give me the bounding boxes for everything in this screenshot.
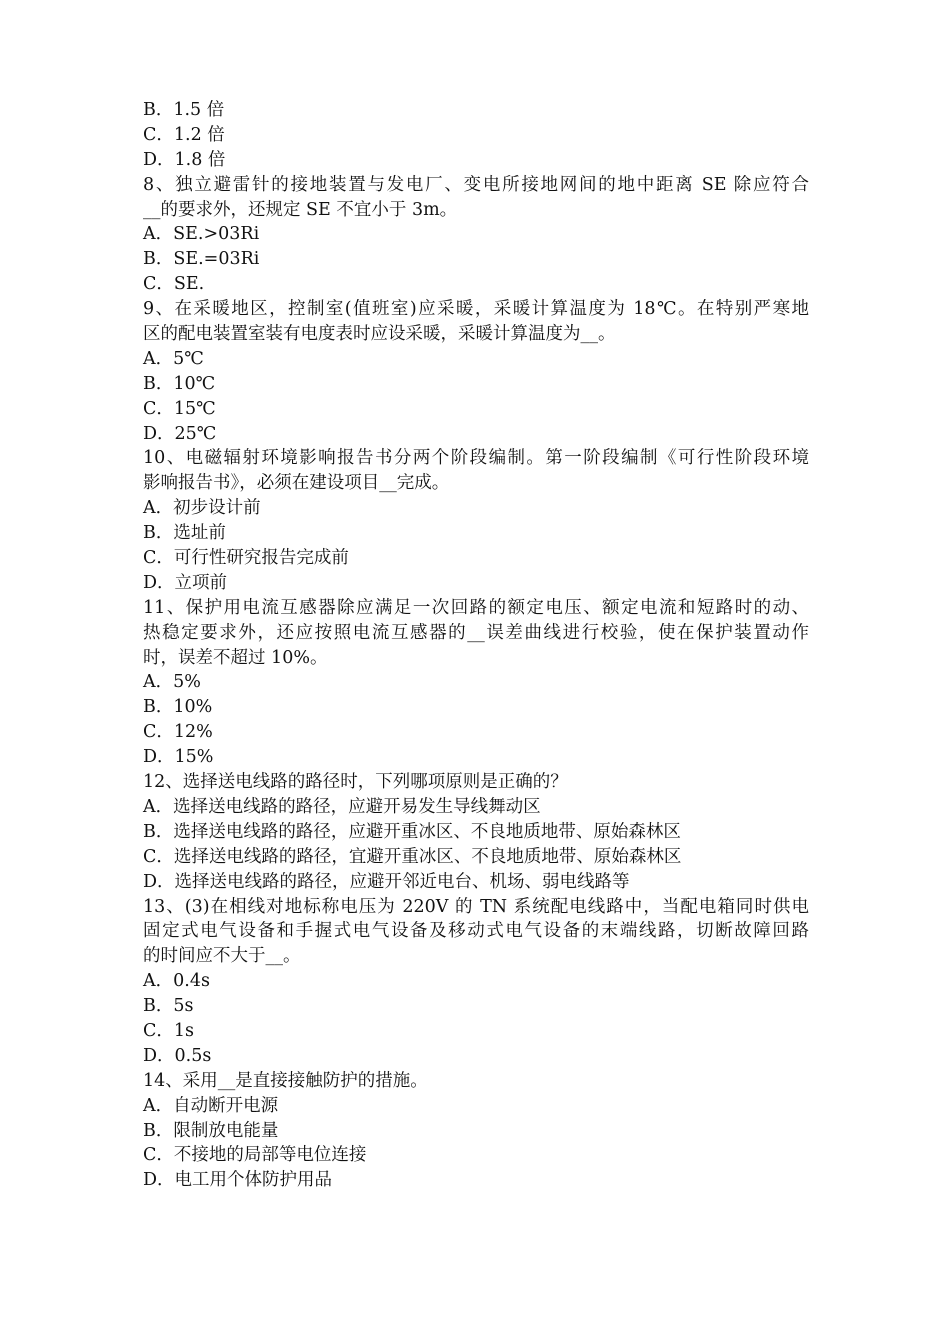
question-stem bbox=[143, 297, 809, 347]
question-line: 时，误差不超过 10%。 bbox=[143, 647, 328, 668]
question-list bbox=[143, 98, 809, 1193]
answer-option: A．0.4s bbox=[143, 971, 210, 992]
answer-option: B．10% bbox=[143, 697, 213, 718]
answer-option: B．10℃ bbox=[143, 373, 216, 394]
answer-option: C．可行性研究报告完成前 bbox=[143, 548, 349, 569]
answer-option: C．15℃ bbox=[143, 398, 216, 419]
answer-option: C．选择送电线路的路径，宜避开重冰区、不良地质地带、原始森林区 bbox=[143, 846, 682, 867]
answer-option: C．1s bbox=[143, 1020, 195, 1041]
question-stem bbox=[143, 770, 809, 795]
question-line: 影响报告书》，必须在建设项目__完成。 bbox=[143, 473, 450, 494]
question-stem bbox=[143, 895, 809, 970]
question-line: 9、在采暖地区，控制室(值班室)应采暖，采暖计算温度为 18℃。在特别严寒地 bbox=[143, 299, 809, 320]
answer-option: B．选址前 bbox=[143, 523, 226, 544]
answer-option: D．25℃ bbox=[143, 423, 217, 444]
answer-option: B．5s bbox=[143, 996, 194, 1017]
question-stem bbox=[143, 1069, 809, 1094]
question-line: 10、电磁辐射环境影响报告书分两个阶段编制。第一阶段编制《可行性阶段环境 bbox=[143, 448, 809, 469]
question-line: 热稳定要求外，还应按照电流互感器的__误差曲线进行校验，使在保护装置动作 bbox=[143, 622, 809, 643]
answer-option: D．选择送电线路的路径，应避开邻近电台、机场、弱电线路等 bbox=[143, 871, 630, 892]
answer-option: B．SE.=03Ri bbox=[143, 249, 260, 270]
answer-option: C．1.2 倍 bbox=[143, 124, 225, 145]
question-line: 12、选择送电线路的路径时，下列哪项原则是正确的？ bbox=[143, 772, 568, 793]
question-line: 14、采用__是直接接触防护的措施。 bbox=[143, 1070, 428, 1091]
question-line: __的要求外，还规定 SE 不宜小于 3m。 bbox=[143, 199, 458, 220]
answer-option: D．1.8 倍 bbox=[143, 149, 226, 170]
question-stem bbox=[143, 596, 809, 671]
answer-option: A．选择送电线路的路径，应避开易发生导线舞动区 bbox=[143, 796, 541, 817]
answer-option: A．SE.>03Ri bbox=[143, 224, 260, 245]
answer-option: A．自动断开电源 bbox=[143, 1095, 279, 1116]
answer-option: A．5℃ bbox=[143, 348, 204, 369]
answer-option: D．电工用个体防护用品 bbox=[143, 1170, 333, 1191]
question-line: 11、保护用电流互感器除应满足一次回路的额定电压、额定电流和短路时的动、 bbox=[143, 597, 809, 618]
question-line: 固定式电气设备和手握式电气设备及移动式电气设备的末端线路，切断故障回路 bbox=[143, 921, 809, 942]
answer-option: C．不接地的局部等电位连接 bbox=[143, 1145, 367, 1166]
answer-option: C．12% bbox=[143, 722, 213, 743]
answer-option: A．初步设计前 bbox=[143, 498, 261, 519]
answer-option: B．1.5 倍 bbox=[143, 100, 225, 120]
answer-option: D．立项前 bbox=[143, 572, 228, 593]
answer-option: A．5% bbox=[143, 672, 201, 693]
question-line: 区的配电装置室装有电度表时应设采暖，采暖计算温度为__。 bbox=[143, 324, 616, 345]
answer-option: B．限制放电能量 bbox=[143, 1120, 279, 1141]
answer-option: B．选择送电线路的路径，应避开重冰区、不良地质地带、原始森林区 bbox=[143, 821, 681, 842]
question-line: 13、(3)在相线对地标称电压为 220V 的 TN 系统配电线路中，当配电箱同时供电 bbox=[143, 896, 809, 917]
answer-option: D．15% bbox=[143, 747, 214, 768]
question-line: 8、独立避雷针的接地装置与发电厂、变电所接地网间的地中距离 SE 除应符合 bbox=[143, 174, 809, 195]
question-line: 的时间应不大于__。 bbox=[143, 946, 301, 967]
question-stem bbox=[143, 446, 809, 496]
answer-option: C．SE. bbox=[143, 274, 205, 295]
answer-option: D．0.5s bbox=[143, 1045, 212, 1066]
question-stem bbox=[143, 173, 809, 223]
